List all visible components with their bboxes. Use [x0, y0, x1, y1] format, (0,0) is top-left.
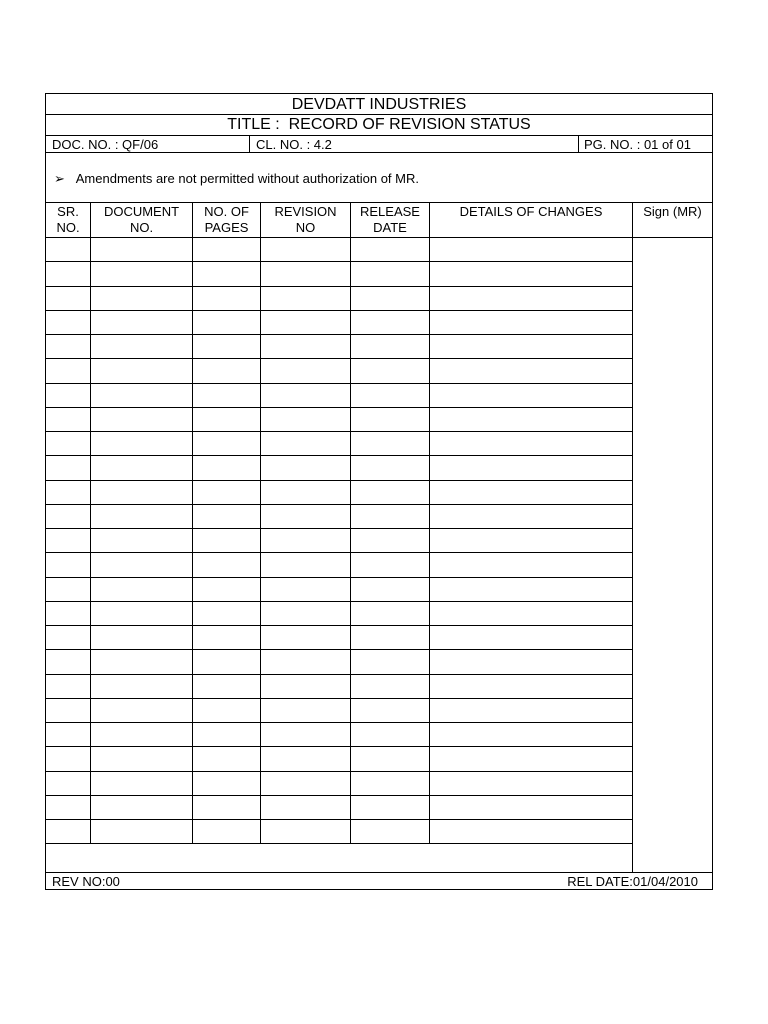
col-header-details-of-changes: DETAILS OF CHANGES — [459, 204, 603, 219]
divider — [46, 114, 712, 115]
column-divider — [260, 202, 261, 843]
table-row — [46, 819, 632, 820]
divider — [578, 135, 579, 152]
divider — [46, 135, 712, 136]
table-row — [46, 795, 632, 796]
table-row — [46, 528, 632, 529]
table-row — [46, 722, 632, 723]
amendment-note-text: Amendments are not permitted without authorization of MR. — [75, 171, 419, 186]
column-divider — [429, 202, 430, 843]
table-row — [46, 407, 632, 408]
doc-number: DOC. NO. : QF/06 — [52, 137, 159, 152]
column-divider — [90, 202, 91, 843]
col-header-document-no: DOCUMENT NO. — [103, 204, 180, 235]
table-row — [46, 625, 632, 626]
revision-number: REV NO:00 — [52, 874, 120, 889]
table-row — [46, 480, 632, 481]
column-divider — [632, 202, 633, 872]
clause-number: CL. NO. : 4.2 — [256, 137, 332, 152]
divider — [46, 237, 712, 238]
bullet-arrow-icon: ➢ — [54, 171, 65, 186]
table-row — [46, 504, 632, 505]
col-header-sign-mr: Sign (MR) — [643, 204, 702, 219]
column-divider — [192, 202, 193, 843]
revision-status-form — [45, 93, 713, 890]
col-header-sr-no: SR. NO. — [56, 204, 80, 235]
table-row — [46, 310, 632, 311]
form-title — [46, 117, 712, 133]
table-row — [46, 577, 632, 578]
table-row — [46, 698, 632, 699]
table-row — [46, 601, 632, 602]
table-row — [46, 334, 632, 335]
page-number: PG. NO. : 01 of 01 — [584, 137, 691, 152]
table-row — [46, 771, 632, 772]
divider — [249, 135, 250, 152]
col-header-release-date: RELEASE DATE — [360, 204, 420, 235]
table-row — [46, 383, 632, 384]
divider — [46, 152, 712, 153]
release-date: REL DATE:01/04/2010 — [567, 874, 698, 889]
company-name: DEVDATT INDUSTRIES — [291, 96, 467, 113]
amendment-note — [54, 172, 419, 185]
title-prefix: TITLE : — [227, 116, 280, 133]
table-row — [46, 261, 632, 262]
table-row — [46, 431, 632, 432]
table-row — [46, 746, 632, 747]
column-divider — [350, 202, 351, 843]
table-row — [46, 286, 632, 287]
table-row — [46, 358, 632, 359]
col-header-no-of-pages: NO. OF PAGES — [204, 204, 249, 235]
table-row — [46, 674, 632, 675]
divider — [46, 202, 712, 203]
table-row — [46, 552, 632, 553]
table-row — [46, 649, 632, 650]
col-header-revision-no: REVISION NO — [274, 204, 337, 235]
table-row — [46, 843, 632, 844]
title-text: RECORD OF REVISION STATUS — [288, 116, 531, 133]
table-row — [46, 455, 632, 456]
divider — [46, 872, 712, 873]
